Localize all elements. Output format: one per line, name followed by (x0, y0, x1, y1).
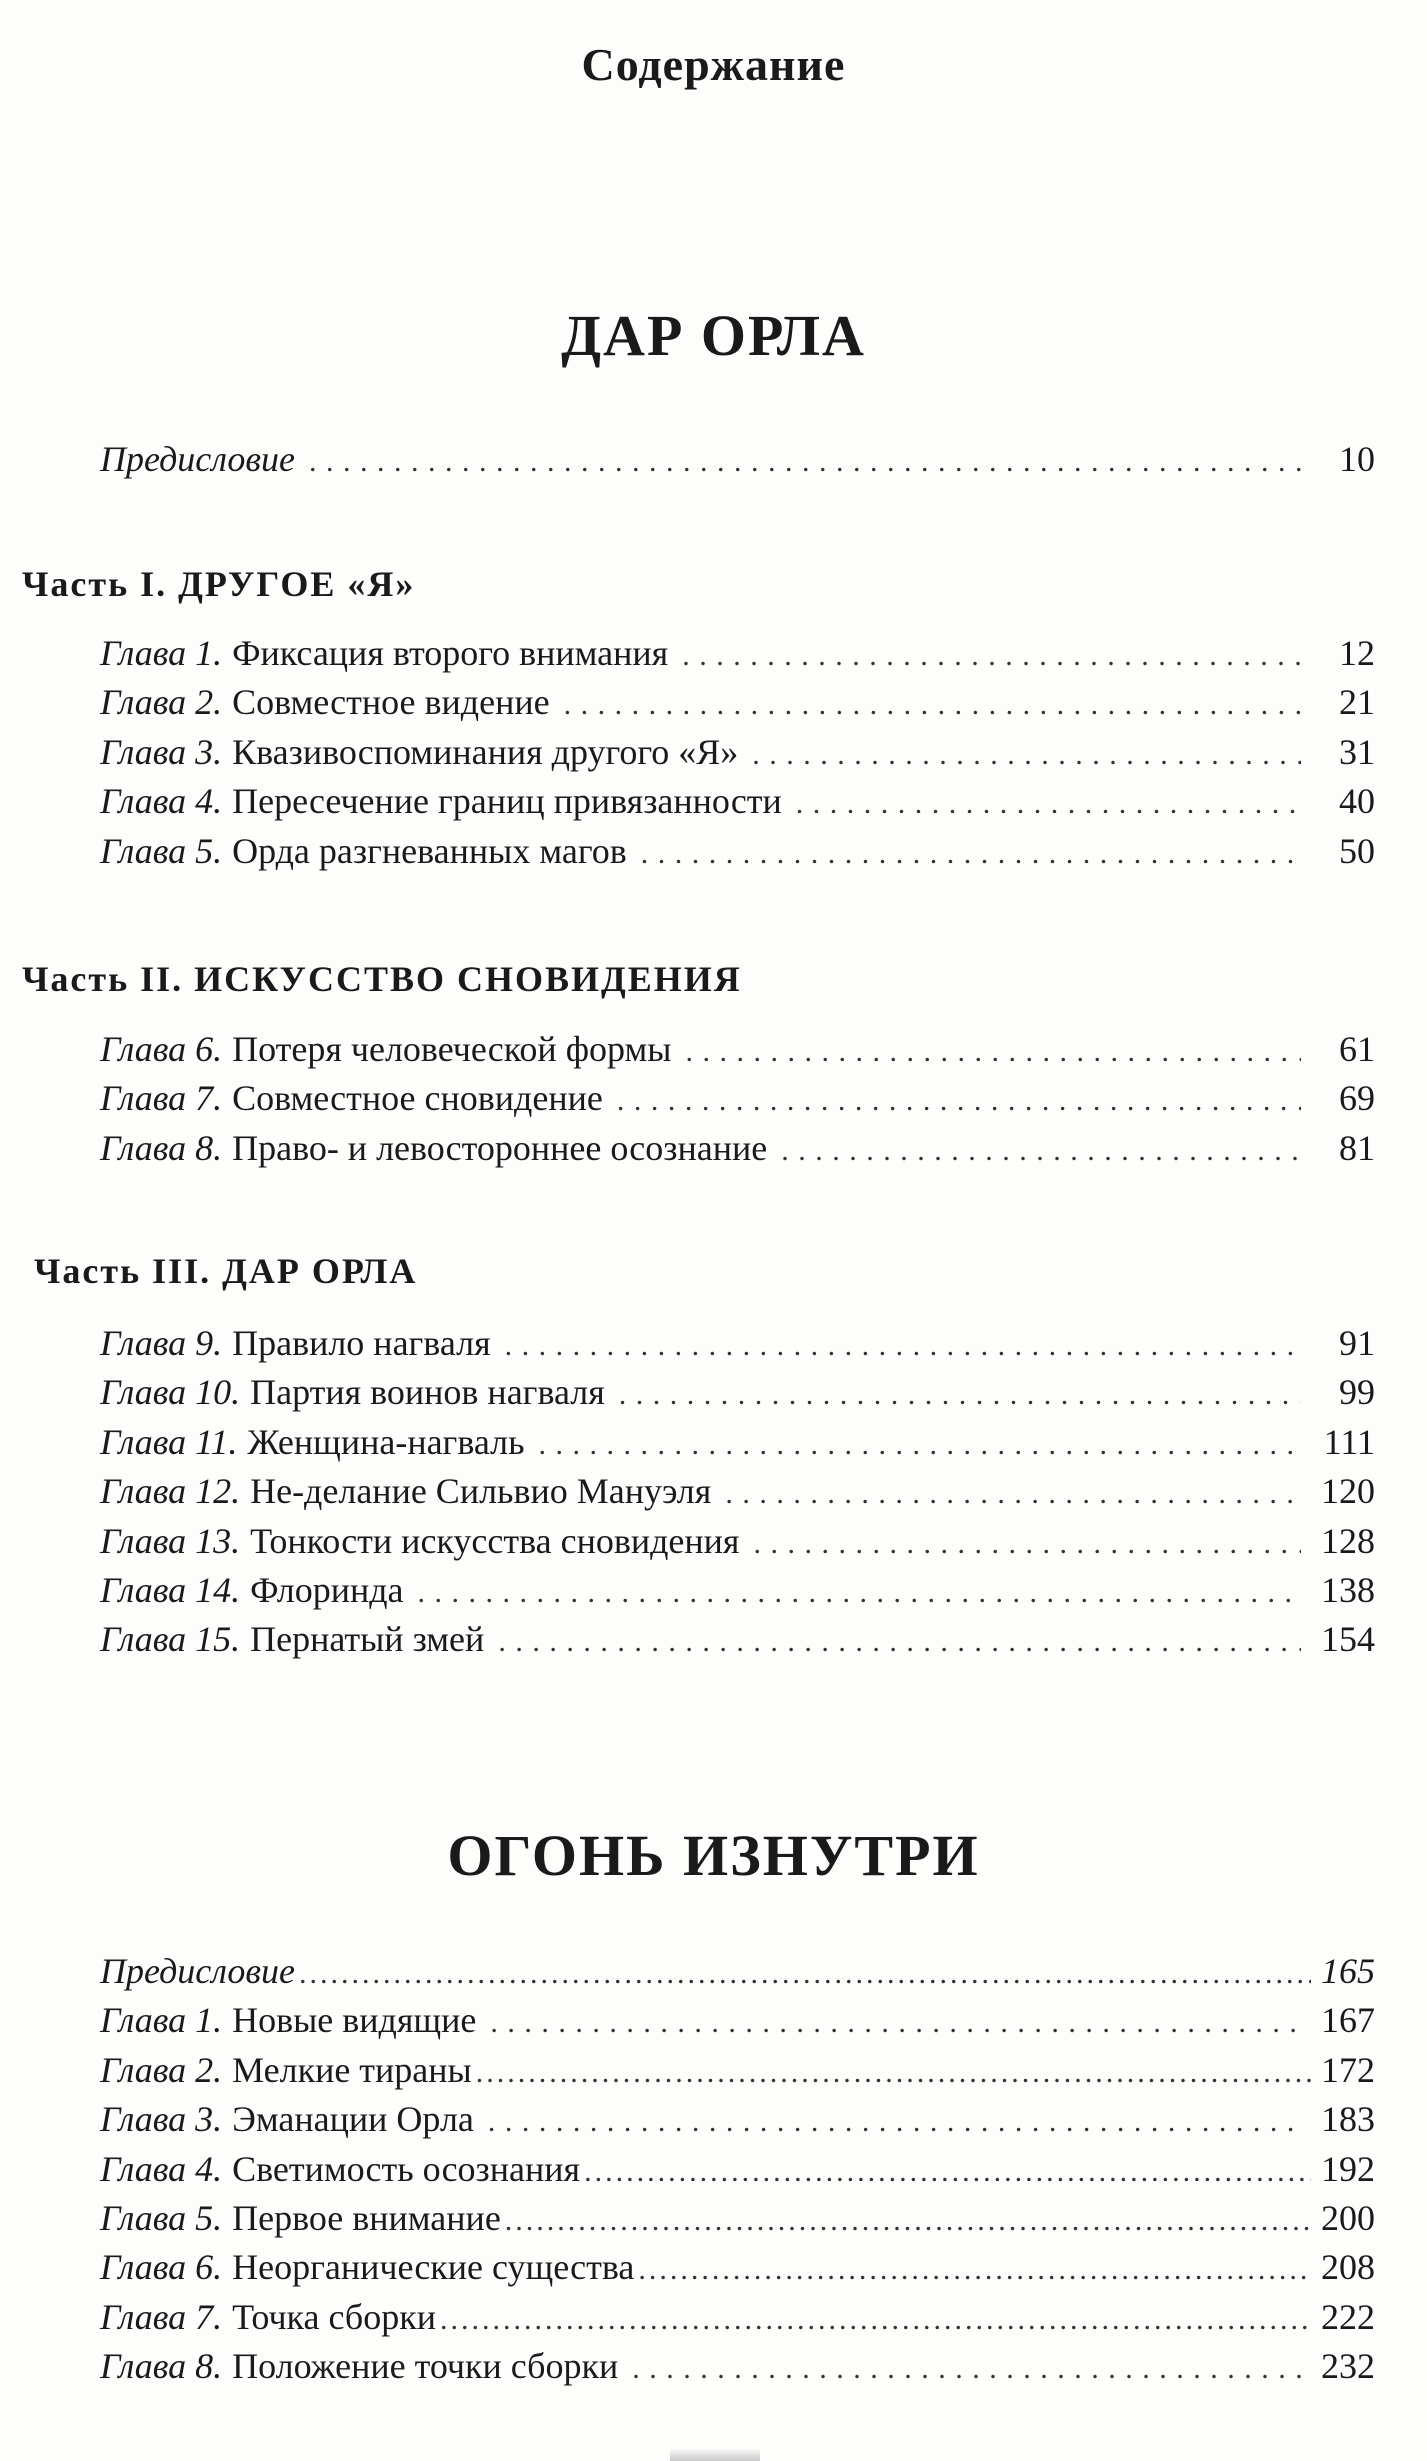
toc-label: Предисловие (100, 439, 296, 479)
dot-leader (299, 1950, 1311, 1992)
toc-page: 165 (1321, 1951, 1375, 1991)
toc-title: Не-делание Сильвио Мануэля (250, 1471, 712, 1512)
dot-leader (418, 1569, 1301, 1611)
toc-label: Глава 3. (100, 2099, 223, 2140)
toc-label: Глава 7. (100, 2296, 223, 2337)
dot-leader (490, 1999, 1301, 2041)
toc-page: 111 (1323, 1421, 1375, 1462)
toc-row[interactable] (100, 2345, 1375, 2394)
toc-row[interactable] (100, 2246, 1375, 2295)
toc-label: Глава 11. (100, 1421, 238, 1462)
toc-title: Совместное видение (232, 682, 550, 723)
dot-leader (584, 2148, 1311, 2190)
dot-leader (632, 2345, 1301, 2387)
toc-title: Правило нагваля (232, 1323, 491, 1363)
dot-leader (617, 1077, 1301, 1119)
toc-row[interactable] (100, 1322, 1375, 1371)
dot-leader (638, 2246, 1311, 2288)
toc-title: Первое внимание (232, 2197, 501, 2238)
toc-row[interactable] (100, 2197, 1375, 2246)
toc-title: Пернатый змей (250, 1619, 485, 1660)
toc-page: 21 (1339, 682, 1375, 723)
toc-row[interactable] (100, 681, 1375, 730)
toc-row[interactable] (100, 1371, 1375, 1420)
toc-title: Светимость осознания (232, 2148, 581, 2189)
toc-title: Партия воинов нагваля (250, 1372, 605, 1413)
toc-label: Глава 15. (100, 1619, 241, 1660)
toc-title: Право- и левостороннее осознание (232, 1127, 768, 1168)
dot-leader (440, 2296, 1311, 2338)
toc-title: Флоринда (250, 1569, 404, 1610)
toc-label: Глава 3. (100, 731, 223, 772)
toc-label: Глава 2. (100, 682, 223, 723)
toc-label: Глава 4. (100, 781, 223, 822)
toc-title: Мелкие тираны (232, 2049, 472, 2090)
toc-row[interactable] (100, 731, 1375, 780)
toc-label: Глава 6. (100, 1029, 223, 1069)
toc-row[interactable] (100, 1470, 1375, 1519)
toc-row[interactable] (100, 1999, 1375, 2048)
toc-label: Глава 1. (100, 633, 223, 673)
dot-leader (619, 1371, 1301, 1413)
toc-title: Фиксация второго внимания (232, 633, 669, 673)
dot-leader (505, 2197, 1311, 2239)
toc-title: Пересечение границ привязанности (232, 781, 782, 822)
toc-label: Глава 5. (100, 2197, 223, 2238)
toc-row[interactable] (100, 830, 1375, 879)
toc-page: 154 (1321, 1619, 1375, 1660)
dot-leader (505, 1322, 1301, 1364)
toc-row[interactable] (100, 1618, 1375, 1667)
dot-leader (781, 1127, 1301, 1169)
page-edge-smudge (670, 2448, 760, 2461)
toc-title: Тонкости искусства сновидения (250, 1520, 740, 1561)
part2-chapter-list (100, 1028, 1375, 1176)
toc-row[interactable] (100, 2296, 1375, 2345)
toc-page: 172 (1321, 2049, 1375, 2090)
toc-row[interactable] (100, 1569, 1375, 1618)
toc-row[interactable] (100, 632, 1375, 681)
dot-leader (564, 681, 1301, 723)
toc-page: 128 (1321, 1520, 1375, 1561)
toc-row[interactable] (100, 1421, 1375, 1470)
dot-leader (725, 1470, 1301, 1512)
toc-row[interactable] (100, 780, 1375, 829)
toc-title: Совместное сновидение (232, 1078, 603, 1119)
toc-title: Положение точки сборки (232, 2346, 619, 2387)
toc-page: 61 (1339, 1029, 1375, 1069)
toc-label: Глава 14. (100, 1569, 241, 1610)
toc-row[interactable] (100, 1520, 1375, 1569)
toc-page: 31 (1339, 731, 1375, 772)
toc-page: 50 (1339, 830, 1375, 871)
toc-page: 91 (1339, 1323, 1375, 1363)
toc-page: 183 (1321, 2099, 1375, 2140)
part-title-3: Часть III. ДАР ОРЛА (34, 1251, 418, 1291)
toc-page: 138 (1321, 1569, 1375, 1610)
book2-chapter-list (100, 1950, 1375, 2395)
dot-leader (685, 1028, 1301, 1070)
toc-page: 200 (1321, 2197, 1375, 2238)
toc-row[interactable] (100, 1127, 1375, 1176)
toc-page: 99 (1339, 1372, 1375, 1413)
toc-page: 208 (1321, 2247, 1375, 2288)
dot-leader (476, 2049, 1311, 2091)
toc-title: Квазивоспоминания другого «Я» (232, 731, 739, 772)
dot-leader (752, 731, 1301, 773)
part1-chapter-list (100, 632, 1375, 879)
toc-row[interactable] (100, 2049, 1375, 2098)
toc-page: 120 (1321, 1471, 1375, 1512)
toc-page: 167 (1321, 2000, 1375, 2041)
book1-preface-entry (100, 438, 1375, 487)
toc-title: Неорганические существа (232, 2247, 635, 2288)
dot-leader (498, 1618, 1301, 1660)
toc-title: Женщина-нагваль (247, 1421, 525, 1462)
toc-label: Глава 5. (100, 830, 223, 871)
toc-label: Глава 9. (100, 1323, 223, 1363)
dot-leader (682, 632, 1301, 674)
toc-label: Глава 8. (100, 1127, 223, 1168)
toc-label: Глава 6. (100, 2247, 223, 2288)
toc-row[interactable] (100, 1077, 1375, 1126)
toc-row[interactable] (100, 1950, 1375, 1999)
book-title-ogon-iznutri: ОГОНЬ ИЗНУТРИ (447, 1823, 980, 1888)
part3-chapter-list (100, 1322, 1375, 1668)
toc-label: Глава 13. (100, 1520, 241, 1561)
toc-label: Глава 8. (100, 2346, 223, 2387)
toc-page: 10 (1339, 439, 1375, 479)
dot-leader (754, 1520, 1302, 1562)
page-title: Содержание (581, 39, 846, 90)
toc-page: 192 (1321, 2148, 1375, 2189)
toc-title: Новые видящие (232, 2000, 477, 2041)
book-title-dar-orla: ДАР ОРЛА (561, 303, 866, 368)
dot-leader (488, 2098, 1301, 2140)
toc-label: Глава 12. (100, 1471, 241, 1512)
toc-page: 81 (1339, 1127, 1375, 1168)
toc-page: 12 (1339, 633, 1375, 673)
toc-page: 40 (1339, 781, 1375, 822)
toc-page: 69 (1339, 1078, 1375, 1119)
dot-leader (539, 1421, 1301, 1463)
toc-label: Глава 7. (100, 1078, 223, 1119)
toc-label: Глава 4. (100, 2148, 223, 2189)
toc-page: 232 (1321, 2346, 1375, 2387)
toc-title: Точка сборки (232, 2296, 436, 2337)
part-title-2: Часть II. ИСКУССТВО СНОВИДЕНИЯ (22, 959, 742, 999)
dot-leader (641, 830, 1301, 872)
part-title-1: Часть I. ДРУГОЕ «Я» (22, 564, 416, 604)
dot-leader (309, 438, 1301, 480)
toc-title: Потеря человеческой формы (232, 1029, 672, 1069)
toc-title: Эманации Орла (232, 2099, 474, 2140)
toc-label: Предисловие (100, 1951, 296, 1991)
toc-row[interactable] (100, 1028, 1375, 1077)
toc-label: Глава 2. (100, 2049, 223, 2090)
toc-label: Глава 1. (100, 2000, 223, 2041)
toc-title: Орда разгневанных магов (232, 830, 627, 871)
toc-row[interactable] (100, 2098, 1375, 2147)
toc-page: 222 (1321, 2296, 1375, 2337)
toc-label: Глава 10. (100, 1372, 241, 1413)
toc-row[interactable] (100, 438, 1375, 487)
toc-row[interactable] (100, 2148, 1375, 2197)
dot-leader (796, 780, 1301, 822)
